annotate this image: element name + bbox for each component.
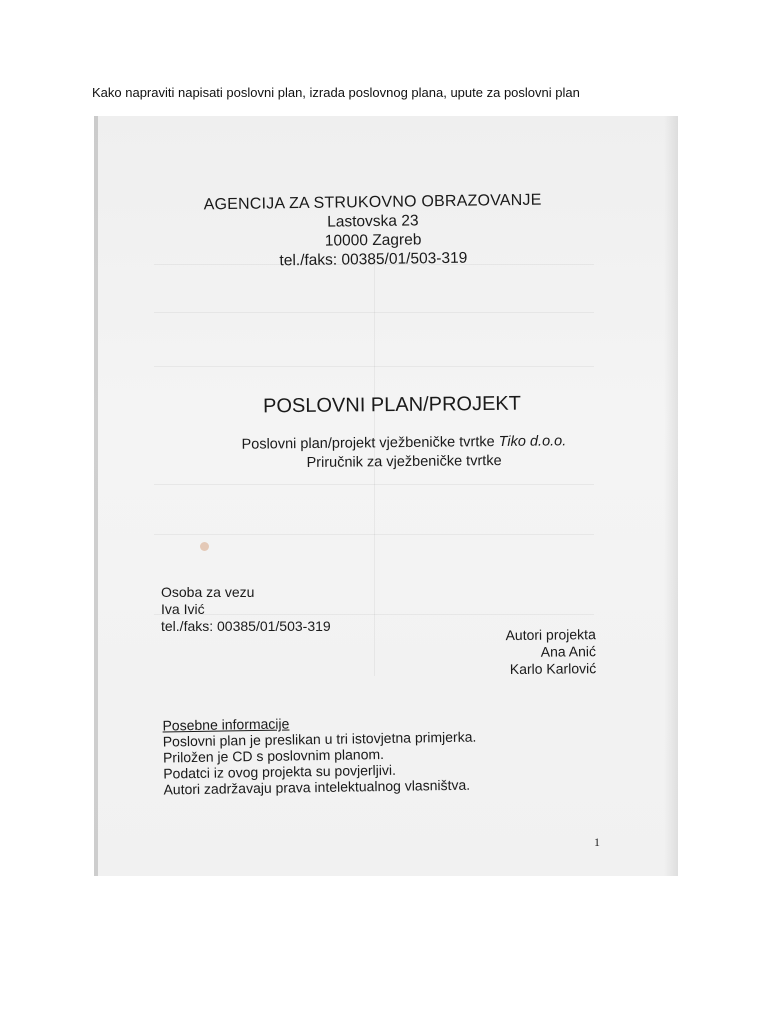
contact-name: Iva Ivić [161, 601, 205, 617]
agency-city: 10000 Zagreb [324, 231, 422, 250]
special-information [162, 713, 477, 798]
agency-phone: tel./faks: 00385/01/503-319 [279, 249, 468, 270]
contact-phone: tel./faks: 00385/01/503-319 [161, 618, 331, 634]
agency-header [187, 191, 558, 271]
document-title: POSLOVNI PLAN/PROJEKT [262, 392, 522, 418]
authors-block [434, 626, 597, 679]
author-name: Karlo Karlović [509, 660, 597, 678]
page-number: 1 [594, 835, 600, 849]
scanned-document-page [94, 116, 678, 876]
subtitle-company: Tiko d.o.o. [498, 433, 567, 451]
author-name: Ana Anić [540, 643, 597, 660]
subtitle-line-2: Priručnik za vježbeničke tvrtke [306, 452, 502, 472]
agency-name: AGENCIJA ZA STRUKOVNO OBRAZOVANJE [203, 191, 542, 214]
authors-label: Autori projekta [505, 626, 596, 644]
subtitle-prefix: Poslovni plan/projekt vježbeničke tvrtke [241, 434, 499, 453]
scan-stain [200, 542, 209, 551]
special-line: Autori zadržavaju prava intelektualnog vlasništva. [163, 776, 471, 798]
special-line: Podatci iz ovog projekta su povjerljivi. [163, 761, 397, 782]
special-heading: Posebne informacije [162, 715, 290, 734]
contact-label: Osoba za vezu [161, 584, 255, 600]
special-line: Priložen je CD s poslovnim planom. [162, 745, 385, 766]
document-subtitle [204, 432, 604, 474]
page-heading: Kako napraviti napisati poslovni plan, izrada poslovnog plana, upute za poslovni plan [92, 85, 580, 100]
contact-block [161, 584, 331, 635]
agency-street: Lastovska 23 [327, 212, 419, 231]
scan-right-edge [664, 116, 678, 876]
scan-left-edge [94, 116, 98, 876]
special-line: Poslovni plan je preslikan u tri istovjetna primjerka. [162, 728, 477, 750]
